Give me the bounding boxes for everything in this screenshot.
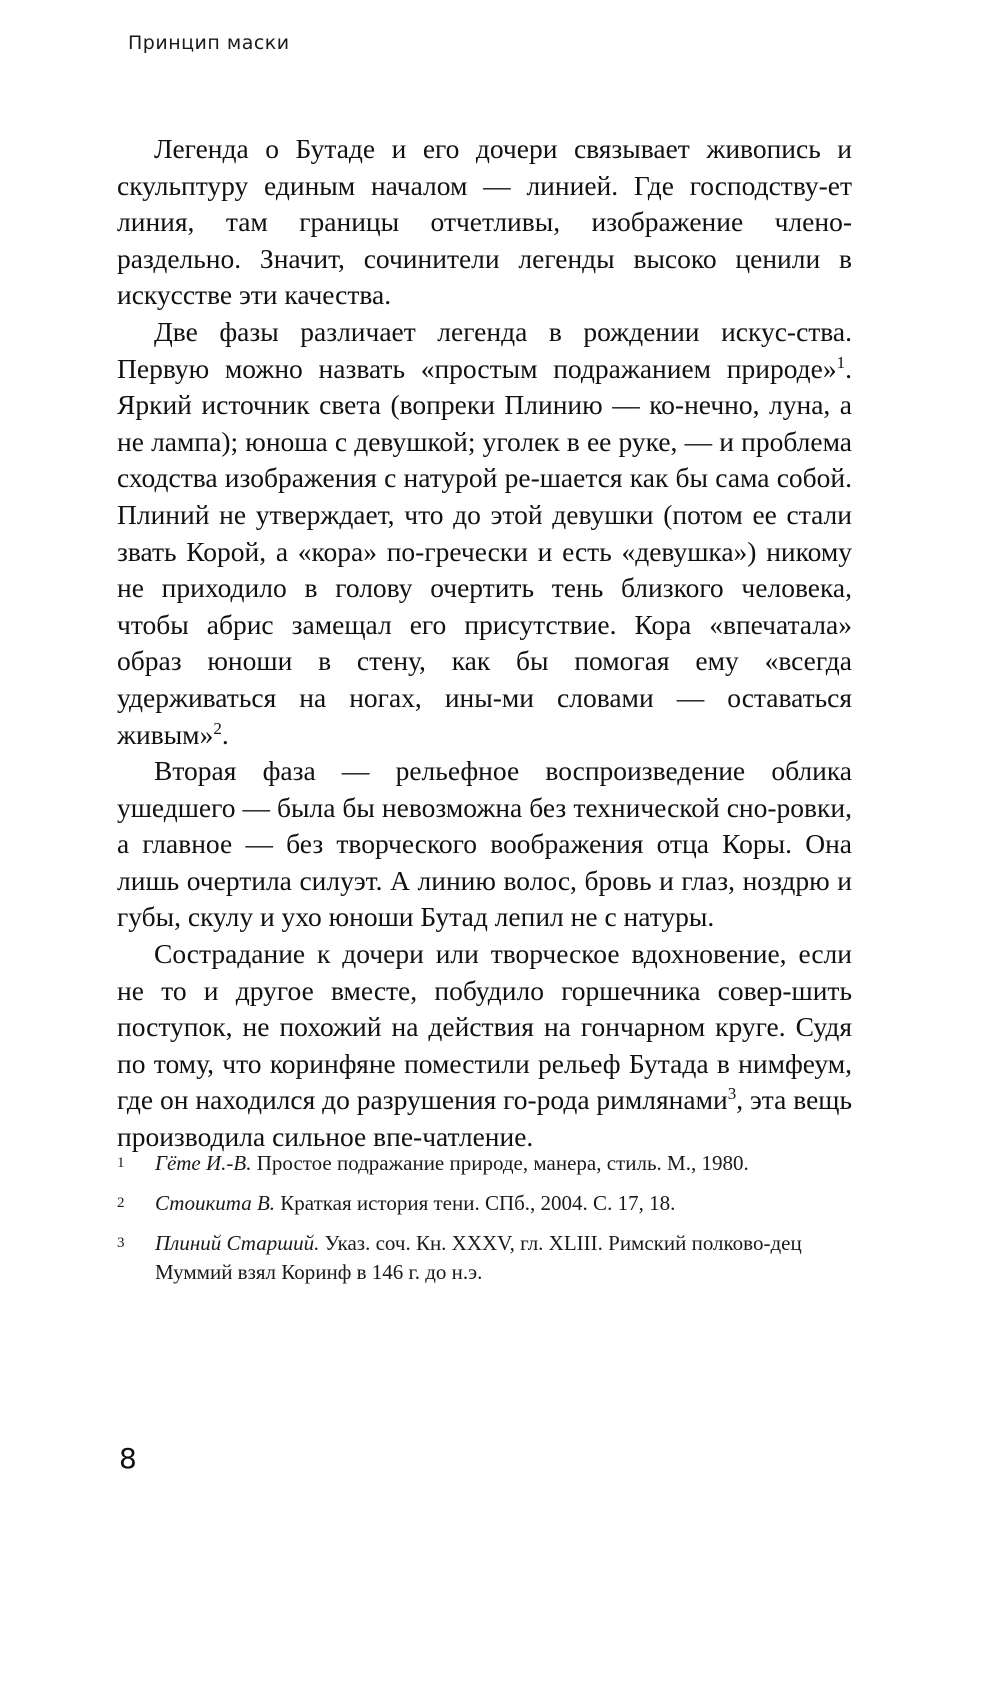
footnotes: [117, 1149, 857, 1298]
footnote-body: Простое подражание природе, манера, стиль. М., 1980.: [251, 1151, 749, 1175]
footnote-author: Стоикита В.: [155, 1191, 276, 1215]
paragraph-text: .: [221, 718, 229, 750]
footnote-body: Краткая история тени. СПб., 2004. С. 17, 18.: [275, 1191, 676, 1215]
paragraph: [117, 936, 852, 1156]
paragraph-text: Сострадание к дочери или творческое вдохновение, если не то и другое вместе, побудило горшечника совер-шить поступок, не похожий на действия на гончарном круге. Судя по тому, что коринфяне поместили рельеф Бутада в нимфеум, где он находился до разрушения го-рода римлянами: [117, 938, 852, 1116]
footnote-ref[interactable]: 3: [727, 1084, 737, 1104]
footnote-ref[interactable]: 1: [836, 352, 846, 372]
page-number: 8: [119, 1442, 137, 1475]
paragraph-text: Легенда о Бутаде и его дочери связывает живопись и скульптуру единым началом — линией. Где господству-ет линия, там границы отчетливы, изображение члено-раздельно. Значит, сочинители легенды высоко ценили в искусстве эти качества.: [117, 133, 852, 311]
footnote-author: Плиний Старший.: [155, 1231, 320, 1255]
footnote-author: Гёте И.-В.: [155, 1151, 252, 1175]
footnote: [117, 1189, 857, 1218]
paragraph: [117, 314, 852, 753]
footnote-text: [155, 1229, 857, 1287]
footnote-number: 2: [117, 1195, 125, 1211]
paragraph-text: , эта вещь производила сильное впе-чатление.: [117, 1084, 853, 1153]
footnote-body: Указ. соч. Кн. XXXV, гл. XLIII. Римский полково-дец Муммий взял Коринф в 146 г. до н.э.: [155, 1231, 802, 1284]
paragraph-text: Две фазы различает легенда в рождении искус-ства. Первую можно назвать «простым подражанием природе»: [117, 315, 852, 384]
main-text: [117, 131, 852, 1156]
paragraph: [117, 131, 852, 314]
footnote-text: [155, 1149, 857, 1178]
footnote: [117, 1229, 857, 1287]
paragraph-text: . Яркий источник света (вопреки Плинию — ко-нечно, луна, а не лампа); юноша с девушкой; уголек в ее руке, — и проблема сходства изображения с натурой ре-шается как бы сама собой. Плиний не утверждает, что до этой девушки (потом ее стали звать Корой, а «кора» по-гречески и есть «девушка») никому не приходило в голову очертить тень близкого человека, чтобы абрис замещал его присутствие. Кора «впечатала» образ юноши в стену, как бы помогая ему «всегда удерживаться на ногах, ины-ми словами — оставаться живым»: [117, 352, 852, 750]
running-head: Принцип маски: [128, 32, 290, 54]
footnote-number: 3: [117, 1235, 125, 1251]
footnote: [117, 1149, 857, 1178]
footnote-text: [155, 1189, 857, 1218]
footnote-ref[interactable]: 2: [213, 718, 222, 738]
paragraph-text: Вторая фаза — рельефное воспроизведение облика ушедшего — была бы невозможна без технической сно-ровки, а главное — без творческого воображения отца Коры. Она лишь очертила силуэт. А линию волос, бровь и глаз, ноздрю и губы, скулу и ухо юноши Бутад лепил не с натуры.: [117, 755, 852, 933]
footnote-number: 1: [117, 1155, 125, 1171]
paragraph: [117, 753, 852, 936]
